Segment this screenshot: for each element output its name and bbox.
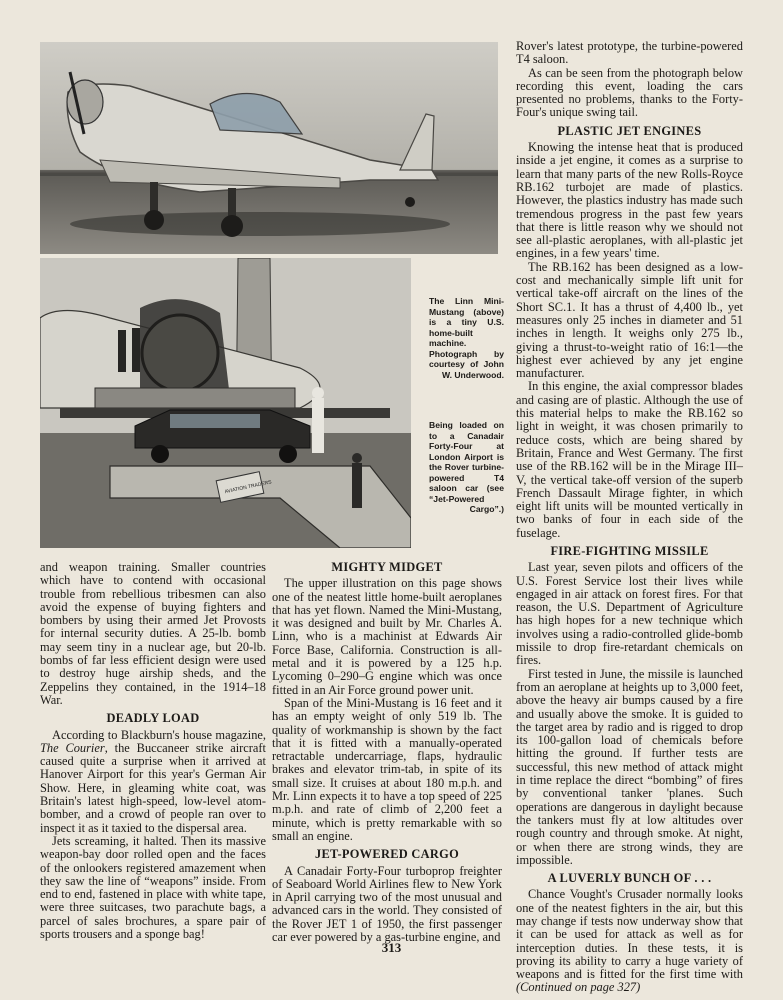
paragraph: As can be seen from the photograph below recording this event, loading the cars presented no problems, thanks to the Forty-Four's unique swing tail. [516,65,743,120]
heading-fire-fighting-missile: FIRE-FIGHTING MISSILE [550,543,709,558]
paragraph: In this engine, the axial compressor blades and casing are of plastic. Although the use of this material helps to make the RB.162 so light in weight, it was chosen primarily to reduce costs, which are being shared by Britain, France and West Germany. The first use of the RB.162 will be in the Mirage III–V, the vertical take-off version of the superb French Dassault Mirage fighter, in which eight lift units will be mounted vertically in two banks of four in each side of the fuselage. [516,379,743,540]
cargo-caption: Being loaded on to a Canadair Forty-Four at London Airport is the Rover turbine-powered T4 saloon car (see “Jet-Powered Cargo”.) [429,420,504,514]
paragraph: Jets screaming, it halted. Then its massive weapon-bay door rolled open and the faces of the onlookers registered amazement when they saw the line of “weapons” inside. From end to end, fastened in place with white tape, were three suitcases, two parachute bags, a parcel of sales brochures, a spare pair of sports trousers and a sponge bag! [40,833,266,942]
heading-mighty-midget: MIGHTY MIDGET [331,560,443,574]
magazine-title: The Courier [40,740,105,755]
canadair-loading-illustration [40,258,411,548]
paragraph: Last year, seven pilots and officers of the U.S. Forest Service lost their lives while engaged in air attack on forest fires. For that reason, the U.S. Department of Agriculture has high hopes for a new technique which involves using a radio-controlled glide-bomb missile to drop fire-retardant chemicals on fires. [516,560,743,668]
paragraph: The upper illustration on this page shows one of the neatest little home-built aeroplanes that has yet flown. Named the Mini-Mustang, it was designed and built by Mr. Charles A. Linn, who is a machinist at Edwards Air Force Base, California. Construction is all-metal and it is powered by a 125 h.p. Lycoming 0–290–G engine which was once fitted in an Air Force ground power unit. [272,576,502,697]
continued-link[interactable]: (Continued on page 327) [516,980,641,995]
paragraph: According to Blackburn's house magazine, The Courier, the Buccaneer strike aircraft caused quite a surprise when it arrived at Hanover Airport for this year's German Air Show. Here, in gleaming white coat, was Britain's latest high-speed, low-level atom-bomber, and a crowd of people ran over to inspect it as it taxied to the dispersal area. [40,727,266,835]
heading-deadly-load: DEADLY LOAD [106,711,200,726]
page-number: 313 [381,940,402,955]
mini-mustang-illustration [40,42,498,254]
paragraph: and weapon training. Smaller countries which have to contend with occasional trouble from rebellious tribesmen can also avoid the expense of buying fighters and bombers by using their armed Jet Provosts for internal security duties. A 25-lb. bomb may seem tiny in a nuclear age, but 20-lb. bombs of far less efficient design were used to destroy huge airship sheds, and the Zeppelins they contained, in the 1914–18 War. [40,560,266,707]
paragraph: A Canadair Forty-Four turboprop freighter of Seaboard World Airlines flew to New York in April carrying two of the most unusual and advanced cars in the world. They consisted of the Rover JET 1 of 1950, the first passenger car ever powered by a gas-turbine engine, and [272,863,502,945]
paragraph: First tested in June, the missile is launched from an aeroplane at heights up to 3,000 feet, above the heavy air bumps caused by a fire and usually above the smoke. It is guided to the target area by radio and is rigged to drop its 100-gallon load of chemicals before hitting the ground. If further tests are successful, this new method of attack might in time replace the direct “bombing” of fires by conventional tanker 'planes. Such operations are dangerous in daylight because the tankers must fly at low altitudes over rough country and through smoke. At night, or when there are strong winds, they are impossible. [516,666,743,867]
left-column [40,561,266,941]
paragraph: Span of the Mini-Mustang is 16 feet and it has an empty weight of only 519 lb. The quality of workmanship is shown by the fact that it is fitted with a manually-operated retractable undercarriage, flaps, hydraulic brakes and elevator trim-tab, in spite of its small size. It cruises at about 180 m.p.h. and Mr. Linn expects it to have a top speed of 225 m.p.h. and rate of climb of 2,200 feet a minute, which is pretty remarkable with so small an engine. [272,695,502,843]
cargo-loading-photo [40,258,411,548]
paragraph: Chance Vought's Crusader normally looks one of the neatest fighters in the air, but this may change if tests now underway show that it can be used for attack as well as for interception duties. In these tests, it is proving its ability to carry a huge variety of weapons and is fitted for the first time with (Continued on page 327) [516,887,743,995]
heading-luverly-bunch: A LUVERLY BUNCH OF . . . [547,871,712,886]
crate-label: AVIATION TRADERS [224,479,273,496]
mini-mustang-photo [40,42,498,254]
paragraph: Rover's latest prototype, the turbine-powered T4 saloon. [516,39,743,67]
heading-plastic-jet-engines: PLASTIC JET ENGINES [557,123,702,138]
mustang-caption: The Linn Mini-Mustang (above) is a tiny U.S. home-built machine. Photograph by courtesy of John W. Underwood. [429,296,504,380]
paragraph: The RB.162 has been designed as a low-cost and mechanically simple lift unit for vertical take-off aircraft on the lines of the Short SC.1. It has a thrust of 4,400 lb., yet measures only 25 inches in diameter and 51 inches in length. It weighs only 275 lb., giving a thrust-to-weight ratio of 16:1—the highest ever achieved by any jet engine manufacturer. [516,259,743,381]
right-column [516,40,743,995]
middle-column [272,561,502,944]
paragraph: Knowing the intense heat that is produced inside a jet engine, it comes as a surprise to learn that many parts of the new Rolls-Royce RB.162 turbojet are made of plastics. However, the plastics industry has made such tremendous progress in the past few years that there is little reason why we should not see all-plastic aeroplanes, with all-plastic jet engines, in a few years' time. [516,140,743,261]
heading-jet-powered-cargo: JET-POWERED CARGO [314,847,460,862]
